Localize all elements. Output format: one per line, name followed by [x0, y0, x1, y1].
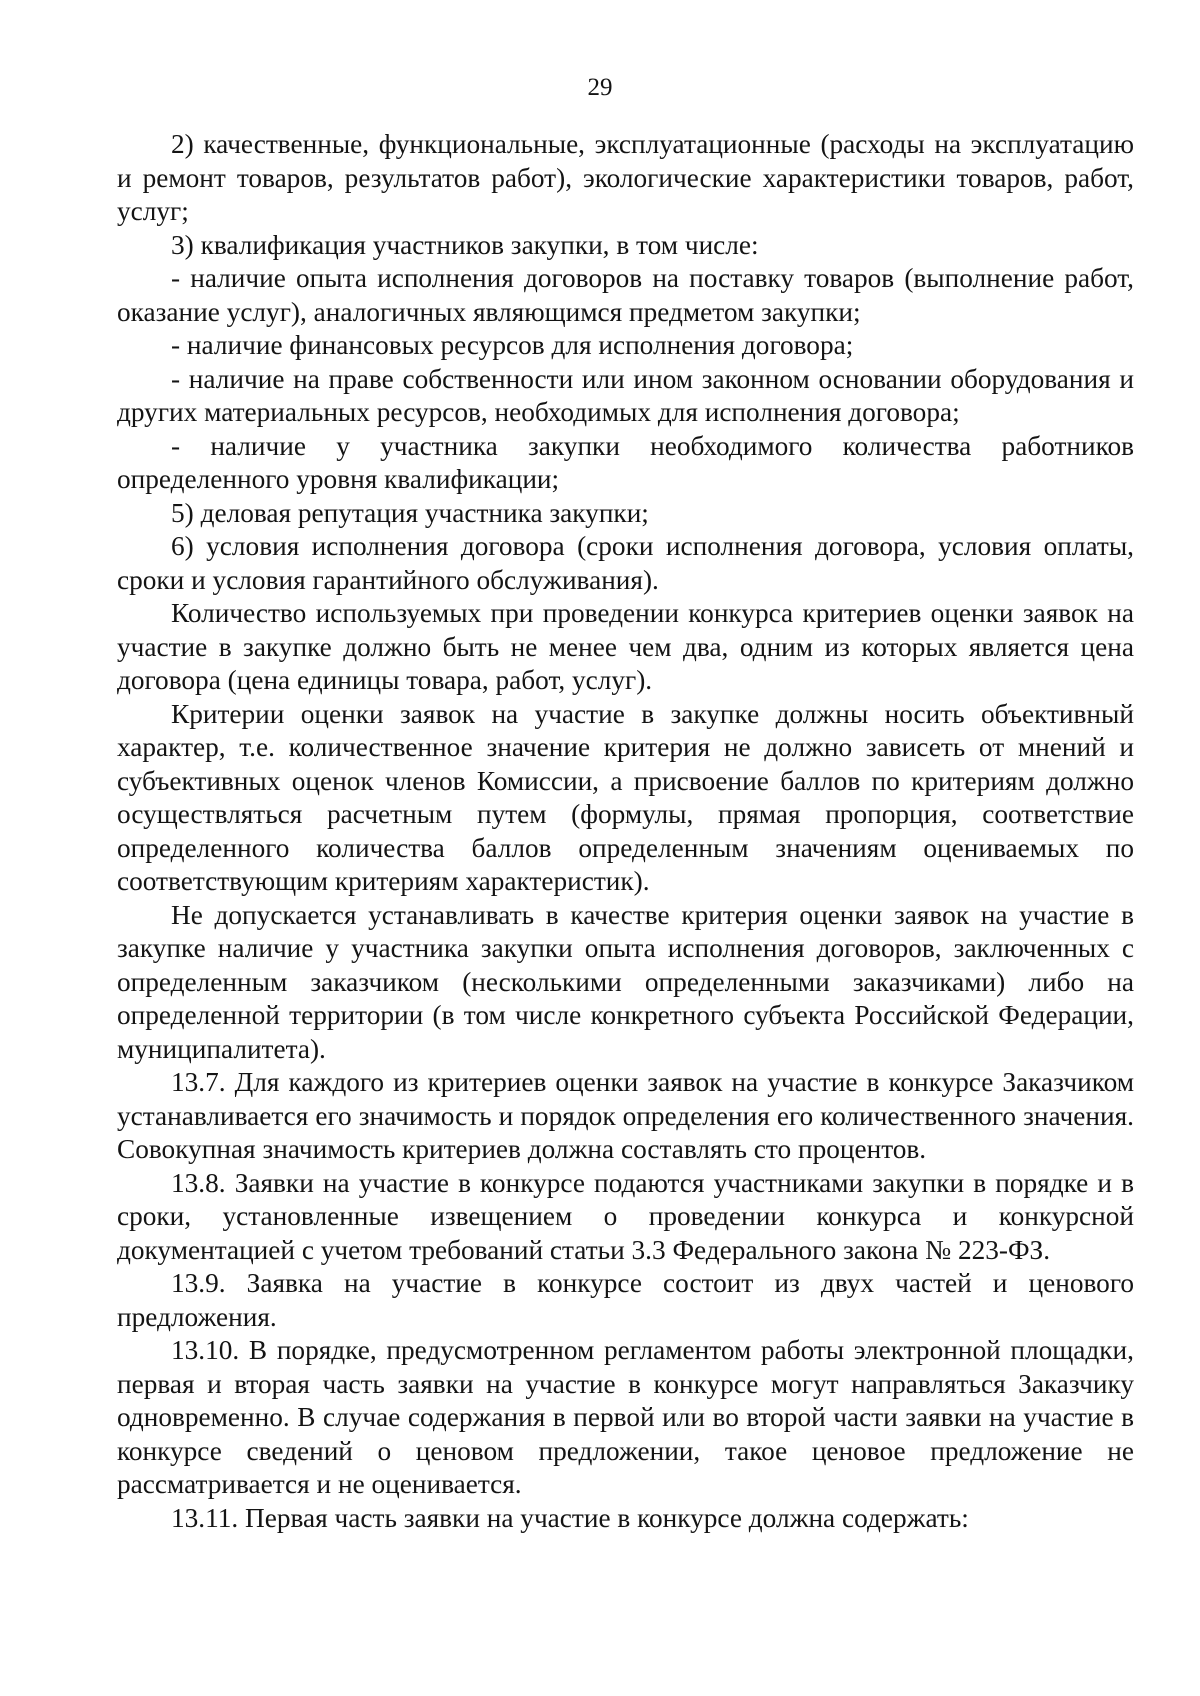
paragraph-experience: - наличие опыта исполнения договоров на поставку товаров (выполнение работ, оказание услуг), аналогичных являющимся предметом закупки;	[117, 263, 1134, 327]
paragraph-quality-criteria: 2) качественные, функциональные, эксплуатационные (расходы на эксплуатацию и ремонт товаров, результатов работ), экологические характеристики товаров, работ, услуг;	[117, 129, 1134, 226]
paragraph-criteria-count: Количество используемых при проведении конкурса критериев оценки заявок на участие в закупке должно быть не менее чем два, одним из которых является цена договора (цена единицы товара, работ, услуг).	[117, 598, 1134, 695]
paragraph-financial-resources: - наличие финансовых ресурсов для исполнения договора;	[171, 330, 854, 360]
paragraph-13-7: 13.7. Для каждого из критериев оценки заявок на участие в конкурсе Заказчиком устанавливается его значимость и порядок определения его количественного значения. Совокупная значимость критериев должна составлять сто процентов.	[117, 1067, 1134, 1164]
paragraph-objective-criteria: Критерии оценки заявок на участие в закупке должны носить объективный характер, т.е. количественное значение критерия не должно зависеть от мнений и субъективных оценок членов Комиссии, а присвоение баллов по критериям должно осуществляться расчетным путем (формулы, прямая пропорция, соответствие определенного количества баллов определенным значениям оцениваемых по соответствующим критериям характеристик).	[117, 698, 1134, 896]
paragraph-13-11: 13.11. Первая часть заявки на участие в конкурсе должна содержать:	[171, 1502, 969, 1533]
paragraph-13-9: 13.9. Заявка на участие в конкурсе состоит из двух частей и ценового предложения.	[117, 1268, 1134, 1332]
paragraph-13-8: 13.8. Заявки на участие в конкурсе подаются участниками закупки в порядке и в сроки, установленные извещением о проведении конкурса и конкурсной документацией с учетом требований статьи 3.3 Федерального закона № 223-ФЗ.	[117, 1167, 1134, 1265]
paragraph-reputation: 5) деловая репутация участника закупки;	[171, 497, 649, 528]
paragraph-13-10: 13.10. В порядке, предусмотренном регламентом работы электронной площадки, первая и вторая часть заявки на участие в конкурсе могут направляться Заказчику одновременно. В случае содержания в первой или во второй части заявки на участие в конкурсе сведений о ценовом предложении, такое ценовое предложение не рассматривается и не оценивается.	[117, 1335, 1134, 1499]
paragraph-staff: - наличие у участника закупки необходимого количества работников определенного уровня квалификации;	[117, 430, 1134, 494]
body-text	[117, 128, 1134, 1535]
paragraph-equipment: - наличие на праве собственности или ином законном основании оборудования и других материальных ресурсов, необходимых для исполнения договора;	[117, 363, 1134, 427]
paragraph-qualification: 3) квалификация участников закупки, в том числе:	[171, 229, 759, 260]
paragraph-contract-terms: 6) условия исполнения договора (сроки исполнения договора, условия оплаты, сроки и условия гарантийного обслуживания).	[117, 531, 1134, 595]
page-number: 29	[587, 74, 613, 101]
paragraph-not-allowed: Не допускается устанавливать в качестве критерия оценки заявок на участие в закупке наличие у участника закупки опыта исполнения договоров, заключенных с определенным заказчиком (несколькими определенными заказчиками) либо на определенной территории (в том числе конкретного субъекта Российской Федерации, муниципалитета).	[117, 899, 1134, 1064]
